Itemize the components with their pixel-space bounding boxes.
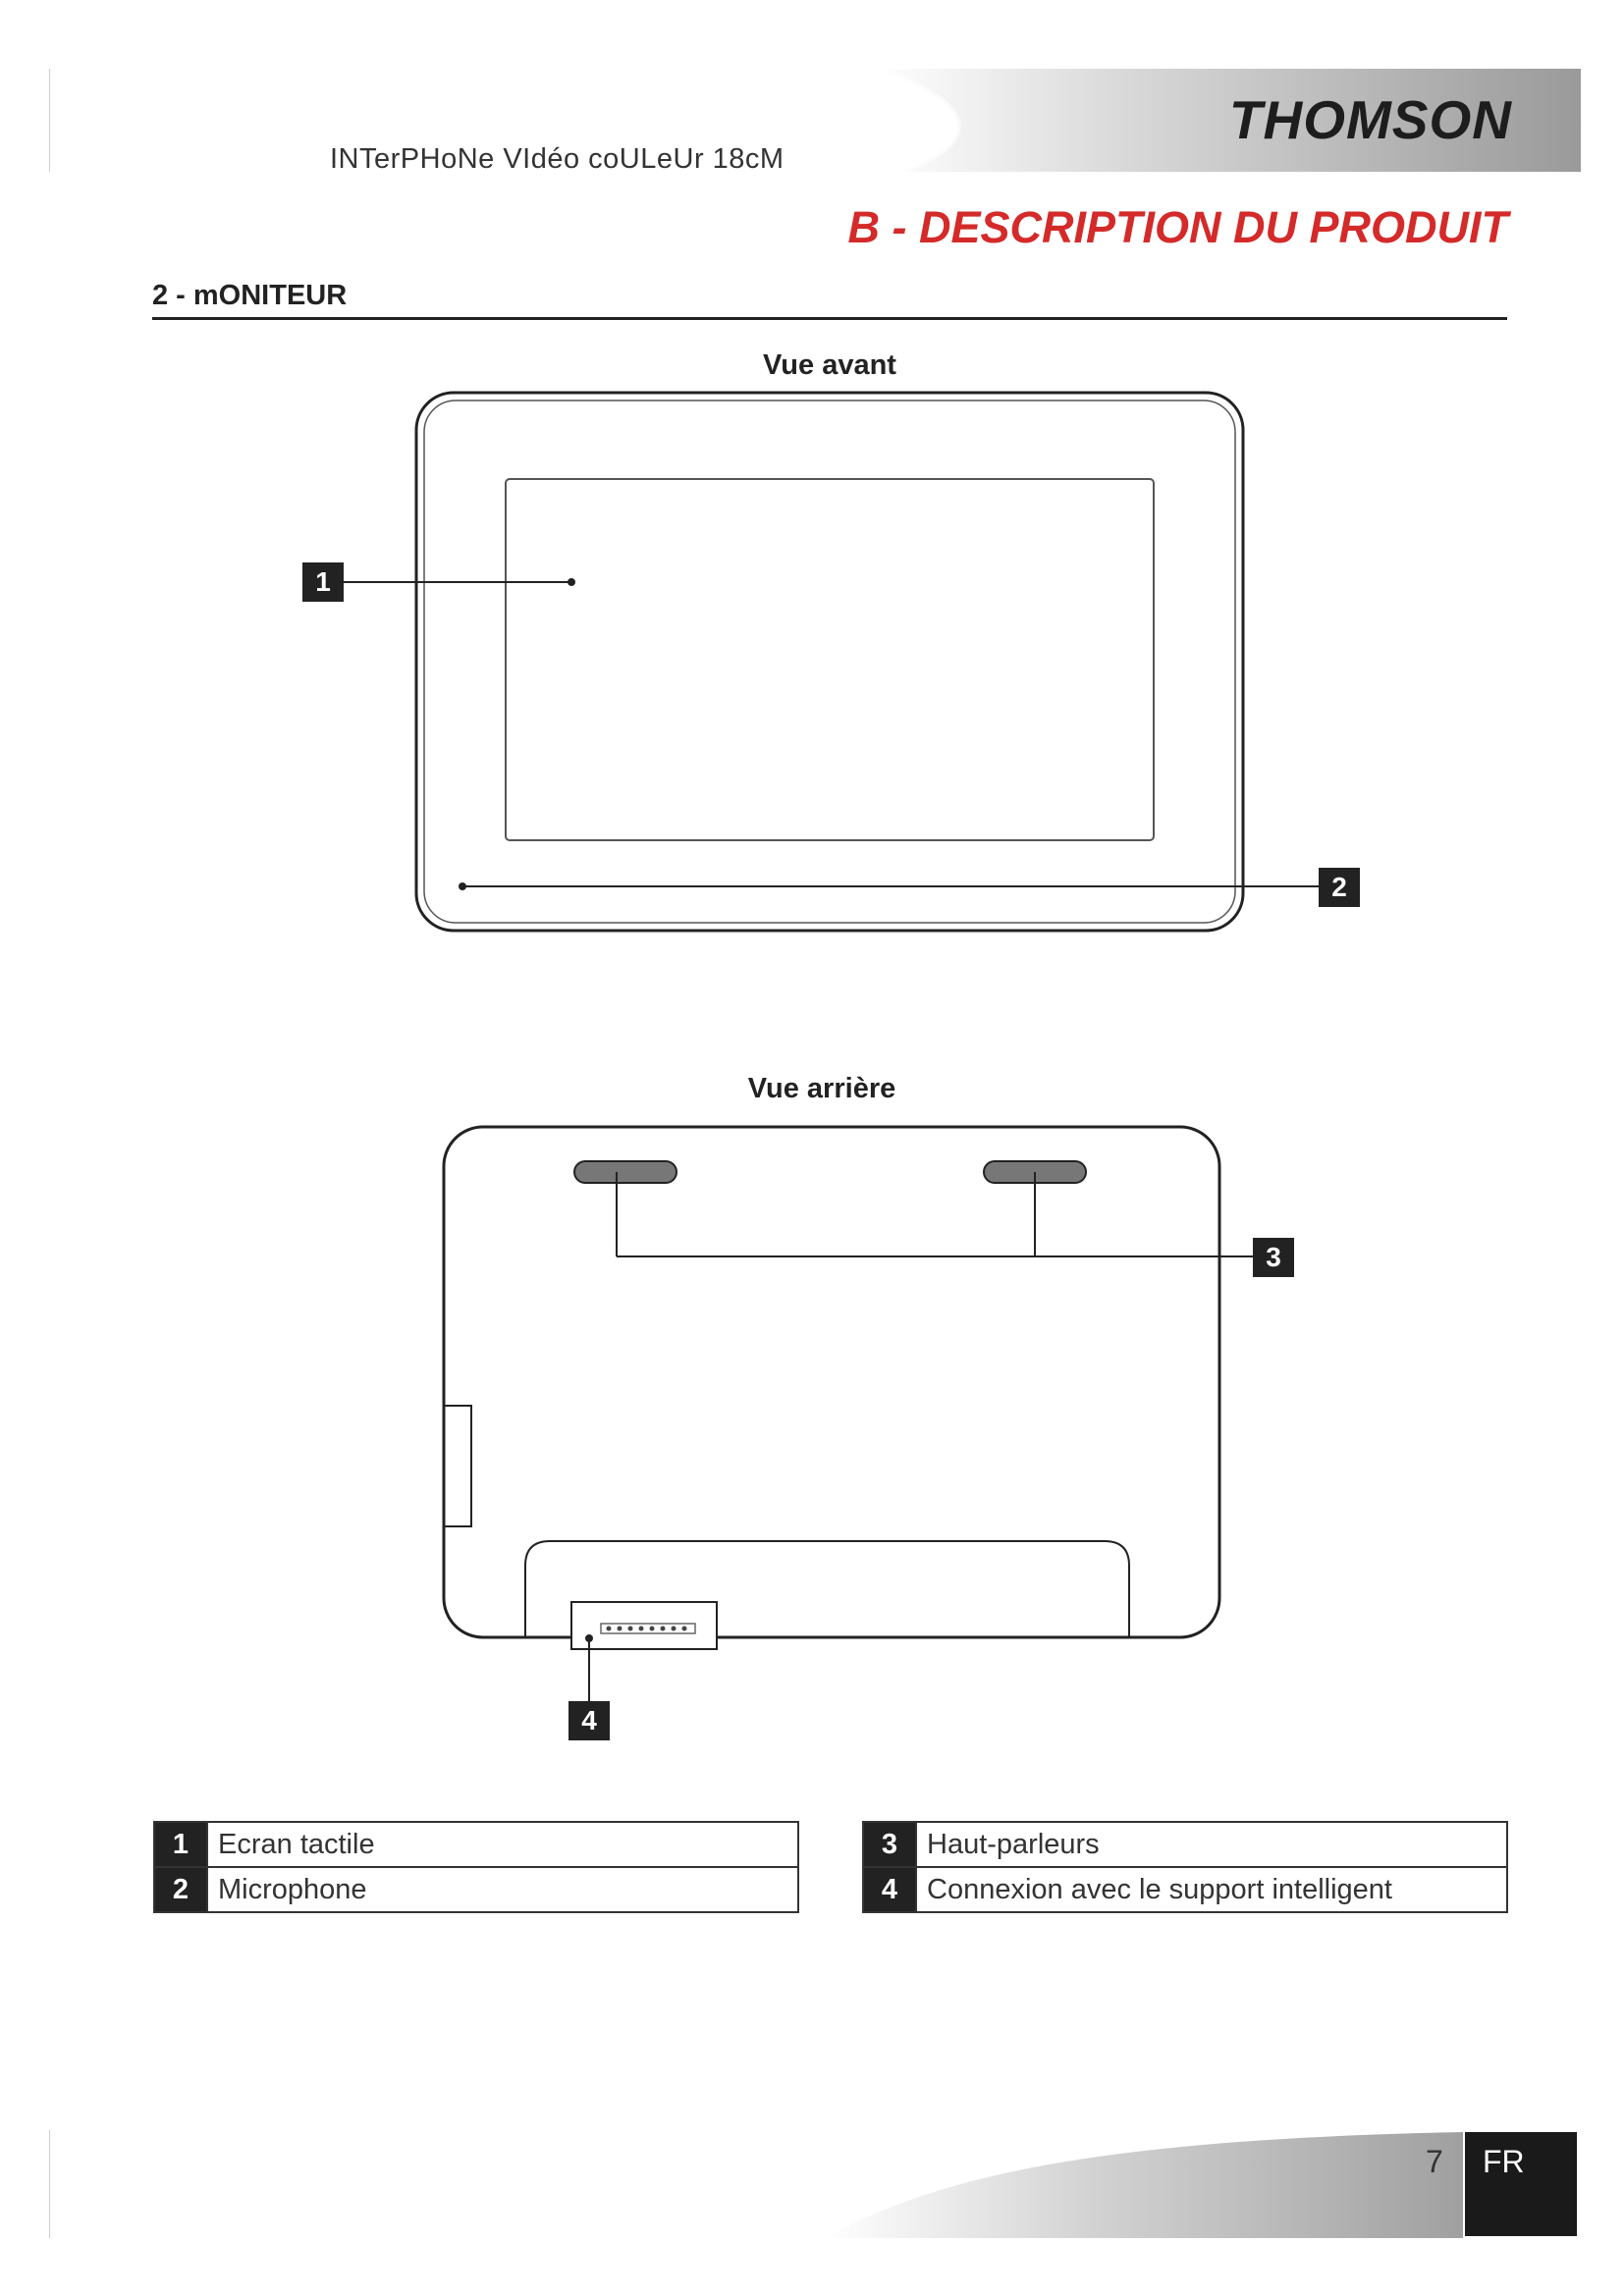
language-badge: FR <box>1465 2132 1577 2236</box>
legend-row <box>863 1867 1507 1912</box>
legend-text: Ecran tactile <box>207 1822 798 1867</box>
front-view-diagram <box>344 393 1319 931</box>
front-view-label: Vue avant <box>763 349 896 381</box>
subsection-title: 2 - mONITEUR <box>152 280 348 311</box>
legend-text: Microphone <box>207 1867 798 1912</box>
legend-table-left <box>153 1821 799 1913</box>
callout-1: 1 <box>302 562 344 602</box>
legend-number: 4 <box>863 1867 916 1912</box>
rear-view-label: Vue arrière <box>747 1073 896 1104</box>
callout-3: 3 <box>1253 1238 1294 1277</box>
callout-4: 4 <box>568 1701 610 1740</box>
legend-number: 2 <box>154 1867 207 1912</box>
legend-text: Connexion avec le support intelligent <box>916 1867 1507 1912</box>
legend-row <box>863 1822 1507 1867</box>
rear-monitor-outer <box>444 1127 1219 1637</box>
section-title: B - DESCRIPTION DU PRODUIT <box>847 202 1508 252</box>
legend-text: Haut-parleurs <box>916 1822 1507 1867</box>
legend-row <box>154 1822 798 1867</box>
rear-view-diagram <box>444 1127 1253 1701</box>
footer-swoosh <box>825 2132 1463 2238</box>
front-screen <box>506 479 1154 840</box>
subsection-divider <box>152 317 1507 320</box>
legend-row <box>154 1867 798 1912</box>
legend-number: 1 <box>154 1822 207 1867</box>
legend-number: 3 <box>863 1822 916 1867</box>
legend-table-right <box>862 1821 1508 1913</box>
speaker-left <box>574 1161 677 1183</box>
callout-2: 2 <box>1319 868 1360 907</box>
brand-logo: THOMSON <box>1228 89 1512 150</box>
page-number: 7 <box>1426 2144 1443 2179</box>
document-title: INTerPHoNe VIdéo coULeUr 18cM <box>330 143 785 175</box>
